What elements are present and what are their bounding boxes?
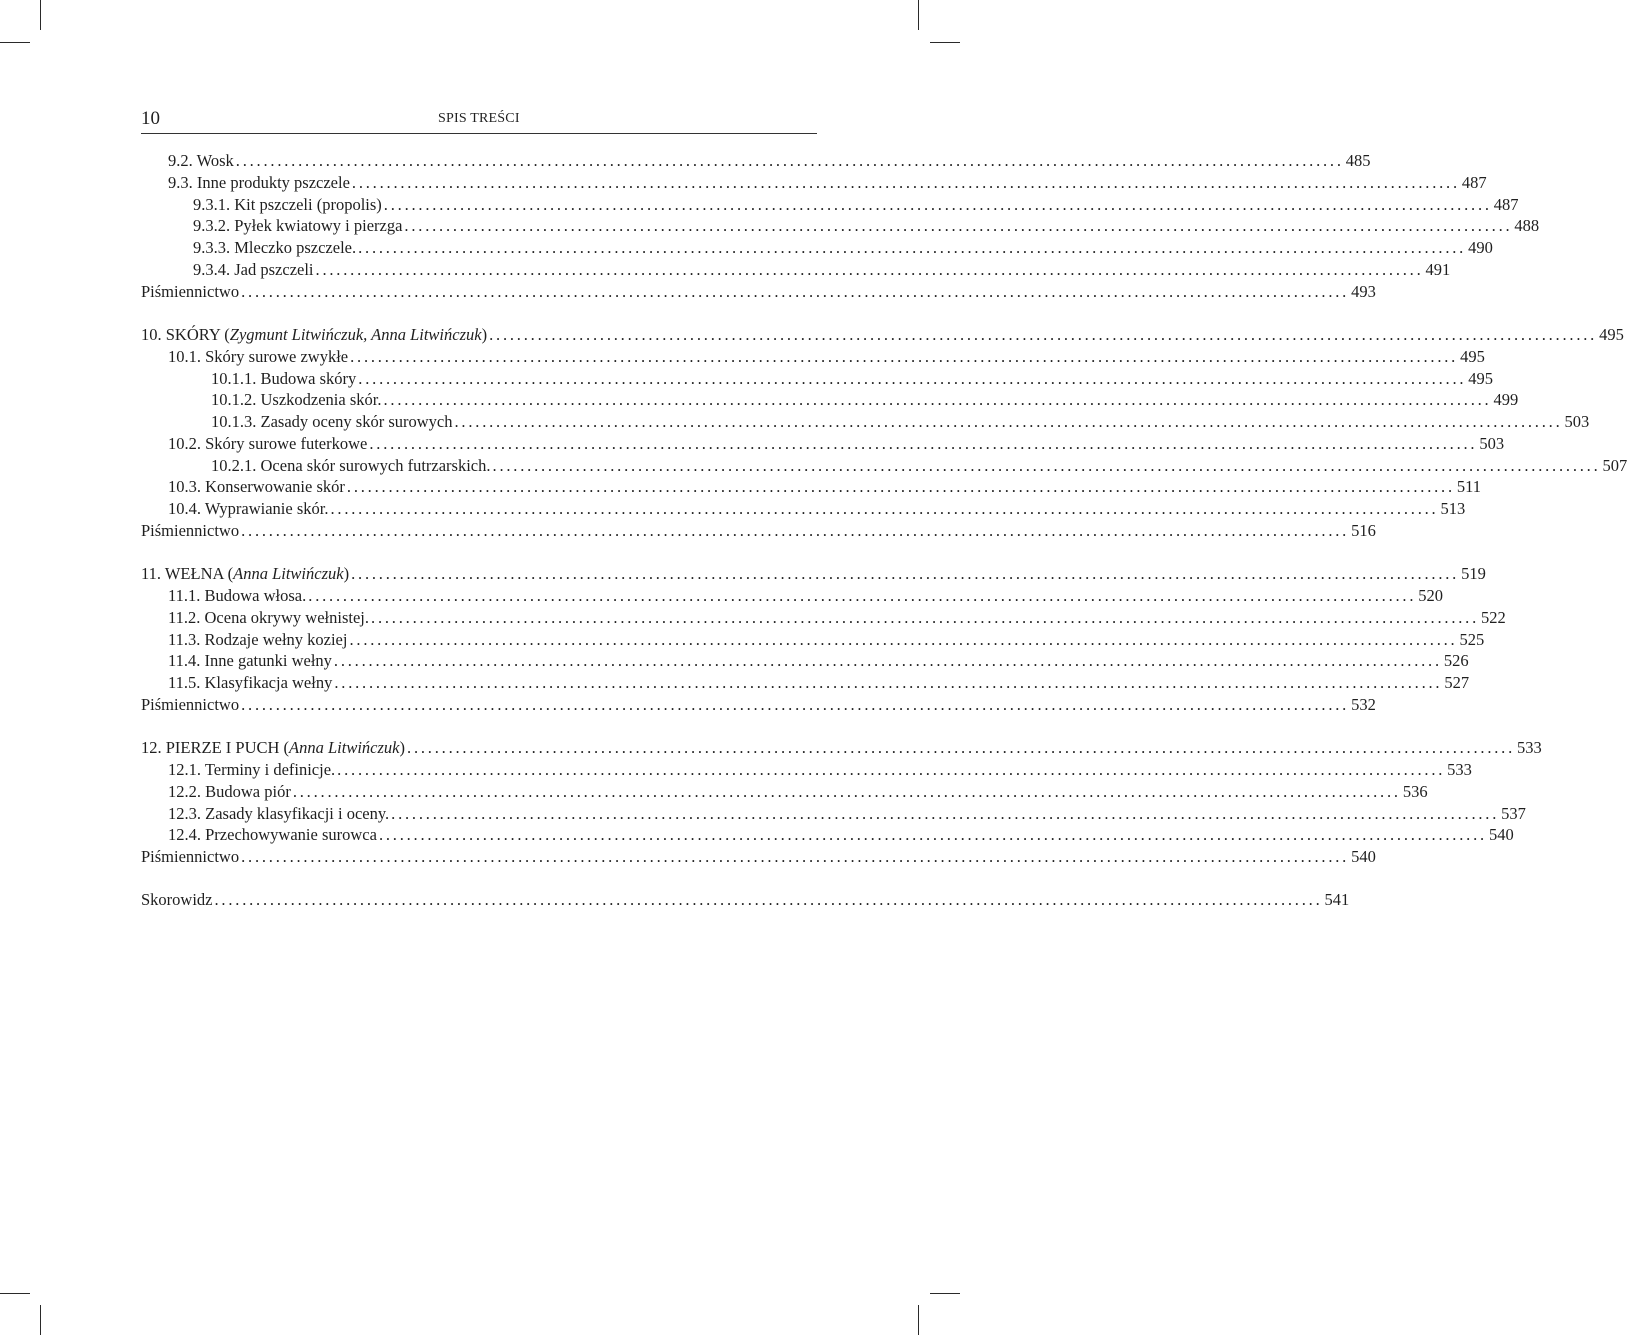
toc-entry[interactable] bbox=[211, 455, 1627, 477]
toc-entry-title: Budowa włosa. bbox=[204, 586, 307, 605]
toc-entry-number: 10.2. bbox=[168, 433, 201, 453]
toc-entry-number: 9.3. bbox=[168, 172, 193, 192]
toc-entry-label bbox=[211, 368, 356, 390]
toc-leader-dots: ................................................................................................................................................................ bbox=[337, 760, 1446, 779]
toc-entry-title: Piśmiennictwo bbox=[141, 847, 240, 867]
toc-entry-page: 522 bbox=[1481, 607, 1506, 627]
toc-leader-dots: ................................................................................................................................................................ bbox=[404, 216, 1513, 236]
toc-entry-label bbox=[193, 237, 356, 259]
toc-entry-page: 526 bbox=[1443, 651, 1469, 671]
toc-entry-label bbox=[168, 781, 291, 803]
toc-entry-title: Skóry surowe zwykłe bbox=[205, 346, 349, 366]
toc-entry-title: Ocena okrywy wełnistej. bbox=[204, 607, 370, 627]
toc-entry-title: Skóry surowe futerkowe bbox=[205, 433, 368, 453]
toc-leader-dots: ................................................................................................................................................................ bbox=[350, 346, 1459, 366]
toc-entry-page: 488 bbox=[1514, 216, 1540, 236]
toc-entry-page: 540 bbox=[1488, 825, 1514, 845]
toc-entry-number: 12.2. bbox=[168, 781, 201, 801]
toc-entry-label bbox=[141, 846, 239, 868]
toc-entry-author: Zygmunt Litwińczuk, Anna Litwińczuk bbox=[229, 325, 482, 344]
toc-entry[interactable] bbox=[168, 346, 1485, 368]
crop-mark bbox=[930, 1293, 960, 1294]
toc-leader-dots: ................................................................................................................................................................ bbox=[346, 477, 1455, 497]
toc-entry-title: Mleczko pszczele. bbox=[234, 238, 357, 258]
toc-entry-page: 537 bbox=[1501, 803, 1526, 823]
toc-leader-dots: ................................................................................................................................................................ bbox=[241, 694, 1350, 714]
toc-entry[interactable] bbox=[141, 694, 1376, 716]
toc-leader-dots: ................................................................................................................................................................ bbox=[235, 151, 1344, 170]
toc-entry-page: 519 bbox=[1461, 564, 1486, 584]
toc-entry-title: Piśmiennictwo bbox=[141, 281, 240, 301]
toc-entry-title: Przechowywanie surowca bbox=[205, 825, 377, 845]
toc-entry-label bbox=[141, 694, 239, 716]
running-title: SPIS TREŚCI bbox=[438, 111, 520, 126]
toc-entry-title: Inne produkty pszczele bbox=[196, 172, 350, 192]
toc-entry-label: 10. SKÓRY (Zygmunt Litwińczuk, Anna Litwińczuk) bbox=[141, 325, 488, 344]
toc-entry-title: Zasady oceny skór surowych bbox=[260, 412, 453, 432]
toc-leader-dots: ................................................................................................................................................................ bbox=[330, 499, 1439, 519]
toc-entry[interactable] bbox=[168, 585, 1444, 607]
toc-entry-number: 11.5. bbox=[168, 673, 201, 693]
toc-leader-dots: ................................................................................................................................................................ bbox=[241, 521, 1350, 540]
toc-entry-title: Kit pszczeli (propolis) bbox=[234, 194, 382, 214]
toc-entry-label bbox=[168, 672, 332, 694]
toc-entry-number: 10.2.1. bbox=[211, 455, 257, 475]
toc-entry-number: 10.3. bbox=[168, 477, 201, 497]
toc-entry-label bbox=[168, 629, 347, 651]
toc-entry-title: Konserwowanie skór bbox=[205, 477, 345, 497]
toc-entry[interactable] bbox=[211, 368, 1494, 390]
toc-leader-dots: ................................................................................................................................................................ bbox=[241, 847, 1350, 867]
toc-entry-label bbox=[168, 650, 332, 672]
toc-entry-page: 516 bbox=[1351, 521, 1376, 540]
crop-mark bbox=[930, 42, 960, 43]
toc-entry-label bbox=[168, 150, 234, 172]
toc-entry-label bbox=[141, 281, 239, 303]
toc-entry-page: 532 bbox=[1351, 694, 1376, 714]
toc-entry[interactable] bbox=[193, 194, 1519, 216]
toc-entry-number: 11.1. bbox=[168, 586, 201, 605]
toc-entry-number: 12.1. bbox=[168, 760, 201, 779]
toc-leader-dots: ................................................................................................................................................................ bbox=[489, 325, 1598, 344]
toc-entry-page: 520 bbox=[1418, 586, 1444, 605]
toc-leader-dots: ................................................................................................................................................................ bbox=[369, 433, 1478, 453]
toc-entry-number: 10.1.3. bbox=[211, 412, 257, 432]
toc-leader-dots: ................................................................................................................................................................ bbox=[241, 281, 1350, 301]
toc-entry[interactable] bbox=[168, 172, 1487, 194]
toc-entry[interactable] bbox=[141, 737, 1542, 759]
toc-entry-page: 485 bbox=[1345, 151, 1371, 170]
toc-leader-dots: ................................................................................................................................................................ bbox=[371, 607, 1480, 627]
toc-leader-dots: ................................................................................................................................................................ bbox=[391, 803, 1500, 823]
toc-entry-title: Uszkodzenia skór. bbox=[260, 390, 382, 410]
toc-entry-page: 527 bbox=[1444, 673, 1470, 693]
toc-entry-title: Terminy i definicje. bbox=[204, 760, 336, 779]
toc-entry-page: 541 bbox=[1324, 890, 1350, 910]
toc-entry[interactable] bbox=[168, 498, 1466, 520]
toc-leader-dots: ................................................................................................................................................................ bbox=[492, 455, 1601, 475]
toc-entry[interactable] bbox=[141, 889, 1350, 911]
toc-entry-label bbox=[211, 411, 453, 433]
toc-entry-title: SKÓRY bbox=[165, 325, 221, 344]
toc-entry-label bbox=[193, 259, 314, 281]
toc-entry-title: Inne gatunki wełny bbox=[204, 651, 332, 671]
toc-entry-title: Piśmiennictwo bbox=[141, 521, 240, 540]
toc-entry-author: Anna Litwińczuk bbox=[233, 564, 344, 584]
toc-entry-number: 12.4. bbox=[168, 825, 201, 845]
page-number: 10 bbox=[141, 108, 160, 129]
toc-entry-page: 540 bbox=[1351, 847, 1376, 867]
toc-entry-label bbox=[168, 607, 369, 629]
toc-entry-label: 11. WEŁNA (Anna Litwińczuk) bbox=[141, 564, 350, 584]
toc-entry-number: 9.3.3. bbox=[193, 238, 231, 258]
toc-entry-author: Anna Litwińczuk bbox=[289, 738, 400, 758]
toc-leader-dots: ................................................................................................................................................................ bbox=[333, 651, 1442, 671]
toc-leader-dots: ................................................................................................................................................................ bbox=[214, 890, 1323, 910]
toc-entry-label bbox=[168, 759, 335, 781]
toc-leader-dots: ................................................................................................................................................................ bbox=[315, 259, 1424, 279]
toc-entry[interactable] bbox=[141, 281, 1376, 303]
toc-entry[interactable] bbox=[193, 237, 1493, 259]
toc-entry-page: 503 bbox=[1479, 433, 1505, 453]
toc-entry-title: Ocena skór surowych futrzarskich. bbox=[260, 455, 491, 475]
page-header bbox=[141, 107, 817, 131]
toc-entry-title: Rodzaje wełny koziej bbox=[204, 629, 348, 649]
toc-entry-number: 10.1.1. bbox=[211, 368, 257, 388]
toc-entry-label bbox=[168, 346, 348, 368]
toc-entry-page: 503 bbox=[1564, 412, 1590, 432]
toc-entry-label bbox=[168, 824, 377, 846]
toc-entry-page: 536 bbox=[1402, 781, 1428, 801]
toc-entry-title: Zasady klasyfikacji i oceny. bbox=[205, 803, 390, 823]
toc-entry-number: 9.3.4. bbox=[193, 259, 231, 279]
toc-entry-label bbox=[168, 585, 306, 607]
toc-entry-page: 490 bbox=[1468, 238, 1493, 258]
toc-entry[interactable] bbox=[168, 607, 1506, 629]
toc-entry[interactable] bbox=[141, 324, 1624, 346]
toc-entry[interactable] bbox=[168, 803, 1526, 825]
toc-entry-label bbox=[168, 803, 389, 825]
toc-entry[interactable] bbox=[141, 846, 1376, 868]
toc-entry-page: 495 bbox=[1460, 346, 1485, 366]
toc-entry[interactable] bbox=[211, 389, 1519, 411]
toc-entry-number: 11.3. bbox=[168, 629, 201, 649]
toc-entry-title: WEŁNA bbox=[164, 564, 224, 584]
toc-entry-number: 10. bbox=[141, 325, 162, 344]
toc-leader-dots: ................................................................................................................................................................ bbox=[378, 825, 1487, 845]
toc-entry-label bbox=[141, 520, 239, 542]
toc-entry-label bbox=[168, 433, 367, 455]
toc-entry-number: 11. bbox=[141, 564, 162, 584]
toc-entry[interactable] bbox=[211, 411, 1590, 433]
toc-entry-number: 10.1.2. bbox=[211, 390, 257, 410]
toc-entry-title: Piśmiennictwo bbox=[141, 694, 240, 714]
toc-leader-dots: ................................................................................................................................................................ bbox=[334, 673, 1443, 693]
toc-entry-number: 9.2. bbox=[168, 151, 193, 170]
toc-entry-title: Wosk bbox=[196, 151, 234, 170]
toc-entry[interactable] bbox=[193, 259, 1451, 281]
toc-entry-page: 487 bbox=[1461, 172, 1487, 192]
toc-entry[interactable] bbox=[168, 150, 1371, 172]
toc-entry[interactable] bbox=[168, 433, 1505, 455]
toc-leader-dots: ................................................................................................................................................................ bbox=[292, 781, 1401, 801]
toc-entry-page: 525 bbox=[1459, 629, 1485, 649]
toc-entry-page: 495 bbox=[1468, 368, 1494, 388]
toc-entry-label bbox=[211, 455, 491, 477]
toc-entry-number: 11.4. bbox=[168, 651, 201, 671]
toc-leader-dots: ................................................................................................................................................................ bbox=[358, 368, 1467, 388]
toc-leader-dots: ................................................................................................................................................................ bbox=[308, 586, 1417, 605]
toc-entry-title: Wyprawianie skór. bbox=[204, 499, 329, 519]
toc-entry-number: 11.2. bbox=[168, 607, 201, 627]
toc-leader-dots: ................................................................................................................................................................ bbox=[349, 629, 1458, 649]
toc-entry[interactable] bbox=[168, 650, 1469, 672]
toc-entry-page: 533 bbox=[1517, 738, 1542, 758]
toc-leader-dots: ................................................................................................................................................................ bbox=[351, 172, 1460, 192]
toc-entry[interactable] bbox=[193, 215, 1540, 237]
toc-entry[interactable] bbox=[168, 781, 1428, 803]
toc-leader-dots: ................................................................................................................................................................ bbox=[358, 238, 1467, 258]
crop-mark bbox=[0, 42, 30, 43]
crop-mark bbox=[918, 0, 919, 30]
toc-leader-dots: ................................................................................................................................................................ bbox=[351, 564, 1460, 584]
toc-entry-title: Pyłek kwiatowy i pierzga bbox=[234, 216, 403, 236]
toc-entry-title: Klasyfikacja wełny bbox=[204, 673, 333, 693]
toc-entry-label bbox=[168, 476, 345, 498]
crop-mark bbox=[40, 1305, 41, 1335]
toc-leader-dots: ................................................................................................................................................................ bbox=[454, 412, 1563, 432]
crop-mark bbox=[918, 1305, 919, 1335]
toc-entry[interactable] bbox=[168, 759, 1472, 781]
toc-entry-number: 10.4. bbox=[168, 499, 201, 519]
toc-entry-number: 10.1. bbox=[168, 346, 201, 366]
toc-entry-label bbox=[193, 215, 402, 237]
toc-leader-dots: ................................................................................................................................................................ bbox=[383, 390, 1492, 410]
toc-entry-title: Skorowidz bbox=[141, 890, 213, 910]
toc-entry-label bbox=[193, 194, 382, 216]
toc-leader-dots: ................................................................................................................................................................ bbox=[383, 194, 1492, 214]
toc-entry[interactable] bbox=[168, 672, 1470, 694]
toc-entry[interactable] bbox=[168, 629, 1485, 651]
toc-entry-number: 9.3.1. bbox=[193, 194, 231, 214]
toc-entry-page: 487 bbox=[1493, 194, 1519, 214]
toc-entry-page: 513 bbox=[1440, 499, 1466, 519]
toc-entry-number: 9.3.2. bbox=[193, 216, 231, 236]
toc-entry-number: 12. bbox=[141, 738, 162, 758]
crop-mark bbox=[40, 0, 41, 30]
toc-entry-title: Budowa piór bbox=[205, 781, 291, 801]
toc-entry-page: 491 bbox=[1425, 259, 1451, 279]
toc-entry-page: 493 bbox=[1351, 281, 1376, 301]
header-rule bbox=[141, 133, 817, 134]
toc-entry-title: PIERZE I PUCH bbox=[165, 738, 280, 758]
toc-entry-label bbox=[168, 498, 328, 520]
toc-entry-page: 499 bbox=[1493, 390, 1519, 410]
toc-entry[interactable] bbox=[168, 824, 1514, 846]
toc-entry-number: 12.3. bbox=[168, 803, 201, 823]
toc-entry-label bbox=[211, 389, 381, 411]
toc-entry[interactable] bbox=[141, 563, 1486, 585]
toc-entry-title: Budowa skóry bbox=[260, 368, 357, 388]
toc-entry-page: 511 bbox=[1456, 477, 1482, 497]
toc-entry-label: 12. PIERZE I PUCH (Anna Litwińczuk) bbox=[141, 738, 406, 758]
toc-entry-page: 495 bbox=[1599, 325, 1624, 344]
toc-entry-page: 507 bbox=[1602, 455, 1627, 475]
toc-leader-dots: ................................................................................................................................................................ bbox=[407, 738, 1516, 758]
toc-entry[interactable] bbox=[141, 520, 1376, 542]
crop-mark bbox=[0, 1293, 30, 1294]
toc-entry-label bbox=[168, 172, 350, 194]
toc-entry[interactable] bbox=[168, 476, 1482, 498]
toc-entry-title: Jad pszczeli bbox=[234, 259, 314, 279]
toc-entry-page: 533 bbox=[1447, 760, 1472, 779]
toc-entry-label bbox=[141, 889, 213, 911]
